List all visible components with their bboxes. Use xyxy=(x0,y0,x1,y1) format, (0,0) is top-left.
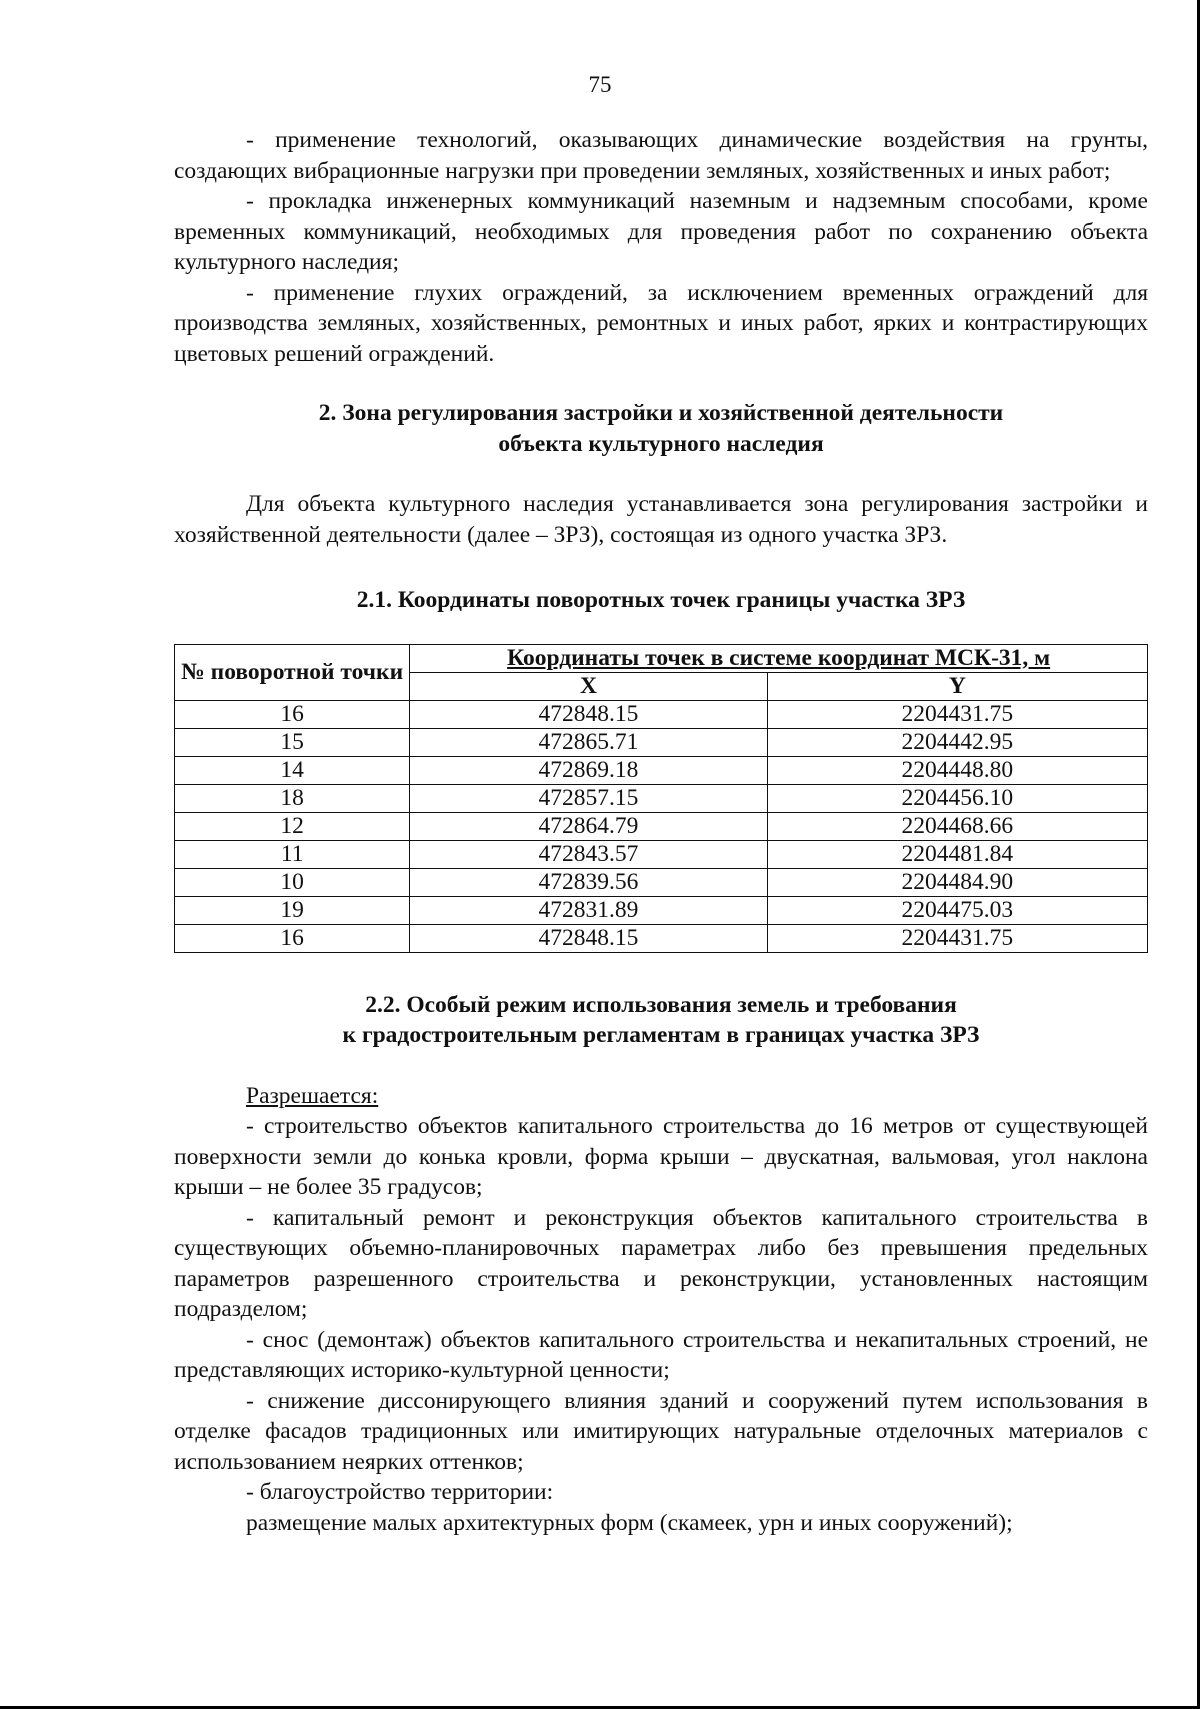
section-2-1-heading: 2.1. Координаты поворотных точек границы участка ЗРЗ xyxy=(356,587,966,613)
x-cell: 472843.57 xyxy=(410,840,767,868)
table-row xyxy=(175,840,1148,868)
y-cell: 2204431.75 xyxy=(767,924,1147,952)
section-2-paragraph: Для объекта культурного наследия устанавливается зона регулирования застройки и хозяйственной деятельности (далее – ЗРЗ), состоящая из одного участка ЗРЗ. xyxy=(174,491,1148,548)
allowed-item-1: - строительство объектов капитального строительства до 16 метров от существующей поверхности земли до конька кровли, форма крыши – двускатная, вальмовая, угол наклона крыши – не более 35 градусов; xyxy=(174,1113,1148,1200)
x-header: X xyxy=(410,672,767,700)
intro-item-1: - применение технологий, оказывающих динамические воздействия на грунты, создающих вибрационные нагрузки при проведении земляных, хозяйственных и иных работ; xyxy=(174,127,1148,184)
allowed-item-5: - благоустройство территории: xyxy=(246,1479,554,1505)
x-cell: 472864.79 xyxy=(410,812,767,840)
x-cell: 472848.15 xyxy=(410,700,767,728)
point-number-cell: 16 xyxy=(175,700,410,728)
table-row xyxy=(175,868,1148,896)
allowed-label: Разрешается: xyxy=(246,1082,379,1109)
y-cell: 2204468.66 xyxy=(767,812,1147,840)
point-number-header: № поворотной точки xyxy=(175,644,410,700)
x-cell: 472839.56 xyxy=(410,868,767,896)
y-cell: 2204484.90 xyxy=(767,868,1147,896)
point-number-cell: 19 xyxy=(175,896,410,924)
y-cell: 2204431.75 xyxy=(767,700,1147,728)
y-cell: 2204475.03 xyxy=(767,896,1147,924)
table-row xyxy=(175,700,1148,728)
intro-item-2: - прокладка инженерных коммуникаций наземным и надземным способами, кроме временных коммуникаций, необходимых для проведения работ по сохранению объекта культурного наследия; xyxy=(174,188,1148,275)
point-number-cell: 16 xyxy=(175,924,410,952)
table-row xyxy=(175,812,1148,840)
y-header: Y xyxy=(767,672,1147,700)
coordinates-table xyxy=(174,644,1148,953)
allowed-item-5-detail: размещение малых архитектурных форм (скамеек, урн и иных сооружений); xyxy=(246,1509,1013,1536)
table-row xyxy=(175,924,1148,952)
intro-item-3: - применение глухих ограждений, за исключением временных ограждений для производства земляных, хозяйственных, ремонтных и иных работ, ярких и контрастирующих цветовых решений ограждений. xyxy=(174,279,1148,367)
x-cell: 472869.18 xyxy=(410,756,767,784)
y-cell: 2204442.95 xyxy=(767,728,1147,756)
section-2-heading-line-2: объекта культурного наследия xyxy=(498,430,824,457)
table-row xyxy=(175,896,1148,924)
x-cell: 472865.71 xyxy=(410,728,767,756)
allowed-item-4: - снижение диссонирующего влияния зданий и сооружений путем использования в отделке фасадов традиционных или имитирующих натуральные отделочных материалов с использованием неярких оттенков; xyxy=(174,1387,1148,1475)
x-cell: 472857.15 xyxy=(410,784,767,812)
y-cell: 2204456.10 xyxy=(767,784,1147,812)
point-number-cell: 11 xyxy=(175,840,410,868)
point-number-cell: 18 xyxy=(175,784,410,812)
point-number-cell: 12 xyxy=(175,812,410,840)
section-2-2-heading-line-1: 2.2. Особый режим использования земель и требования xyxy=(365,991,957,1018)
y-cell: 2204481.84 xyxy=(767,840,1147,868)
coordinates-rows xyxy=(175,700,1148,952)
document-body xyxy=(174,125,1148,1538)
table-row xyxy=(175,784,1148,812)
point-number-cell: 15 xyxy=(175,728,410,756)
section-2-heading-line-1: 2. Зона регулирования застройки и хозяйственной деятельности xyxy=(318,400,1004,426)
allowed-item-2: - капитальный ремонт и реконструкция объектов капитального строительства в существующих объемно-планировочных параметрах либо без превышения предельных параметров разрешенного строительства и реконструкции, установленных настоящим подразделом; xyxy=(174,1204,1148,1322)
table-row xyxy=(175,728,1148,756)
point-number-cell: 10 xyxy=(175,868,410,896)
x-cell: 472848.15 xyxy=(410,924,767,952)
point-number-cell: 14 xyxy=(175,756,410,784)
section-2-2-heading-line-2: к градостроительным регламентам в границах участка ЗРЗ xyxy=(342,1022,980,1048)
table-row xyxy=(175,756,1148,784)
x-cell: 472831.89 xyxy=(410,896,767,924)
page-number: 75 xyxy=(588,72,612,97)
y-cell: 2204448.80 xyxy=(767,756,1147,784)
allowed-item-3: - снос (демонтаж) объектов капитального строительства и некапитальных строений, не представляющих историко-культурной ценности; xyxy=(174,1326,1148,1383)
coordinates-header: Координаты точек в системе координат МСК-31, м xyxy=(410,644,1148,672)
